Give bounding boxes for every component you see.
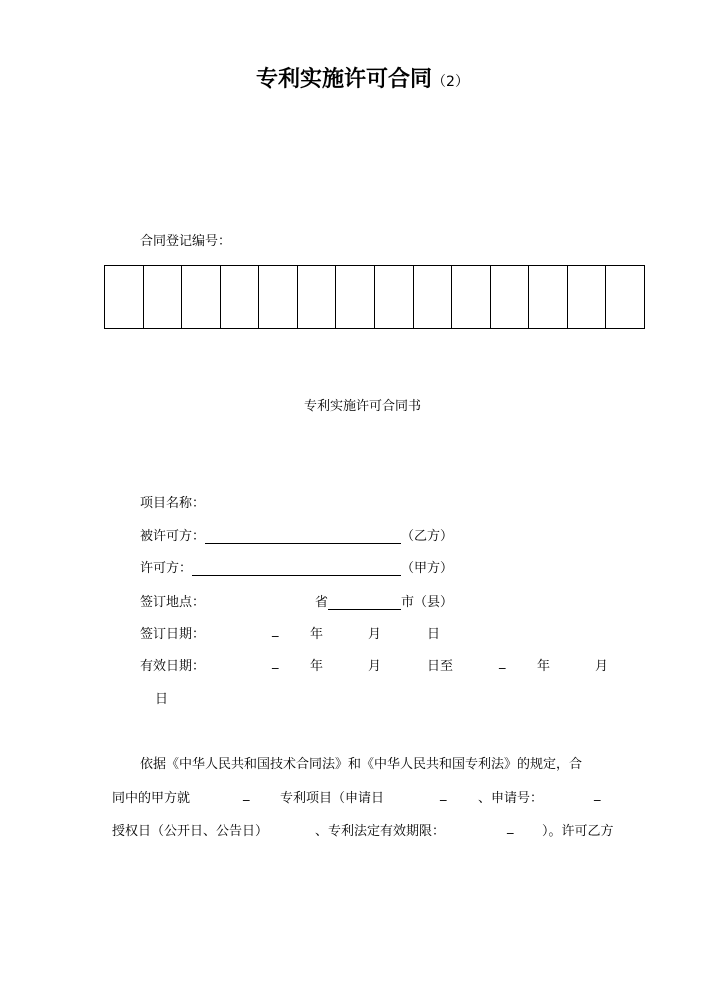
signing-place-row bbox=[315, 591, 453, 610]
signing-date-label: 签订日期： bbox=[140, 627, 206, 642]
body-line-1: 依据《中华人民共和国技术合同法》和《中华人民共和国专利法》的规定，合 bbox=[140, 757, 583, 772]
valid-from-day-to: 日至 bbox=[427, 659, 454, 674]
registration-cell[interactable] bbox=[529, 266, 568, 329]
city-blank[interactable] bbox=[328, 595, 401, 610]
valid-to-day: 日 bbox=[155, 692, 169, 707]
registration-cell[interactable] bbox=[413, 266, 452, 329]
body-line-3-a: 授权日（公开日、公告日） bbox=[112, 824, 269, 839]
registration-cell[interactable] bbox=[259, 266, 298, 329]
registration-cell[interactable] bbox=[606, 266, 645, 329]
valid-to-underscore: _ bbox=[499, 655, 506, 670]
registration-cell[interactable] bbox=[143, 266, 182, 329]
registration-cell[interactable] bbox=[297, 266, 336, 329]
licensor-label: 许可方： bbox=[140, 561, 193, 576]
signing-date-day: 日 bbox=[427, 627, 441, 642]
valid-to-month: 月 bbox=[595, 659, 609, 674]
title-main: 专利实施许可合同 bbox=[256, 67, 433, 92]
registration-cell[interactable] bbox=[220, 266, 259, 329]
body-line-3-b: 、专利法定有效期限： bbox=[315, 824, 446, 839]
valid-from-month: 月 bbox=[368, 659, 382, 674]
province-label: 省 bbox=[315, 595, 329, 610]
registration-cell[interactable] bbox=[336, 266, 375, 329]
document-title bbox=[0, 62, 725, 93]
valid-to-year: 年 bbox=[537, 659, 551, 674]
body-line-2-c: 专利项目（申请日 bbox=[280, 791, 385, 806]
licensee-blank[interactable] bbox=[205, 529, 401, 544]
registration-cell[interactable] bbox=[567, 266, 606, 329]
body-line-3-d: ）。许可乙方 bbox=[542, 824, 614, 839]
valid-from-underscore: _ bbox=[272, 655, 279, 670]
signing-date-year: 年 bbox=[310, 627, 324, 642]
body-line-2-e: 、申请号： bbox=[478, 791, 544, 806]
licensor-suffix: （甲方） bbox=[401, 561, 454, 576]
title-suffix: （2） bbox=[432, 74, 469, 90]
valid-period-label: 有效日期： bbox=[140, 659, 206, 674]
signing-place-label: 签订地点： bbox=[140, 595, 206, 610]
registration-label: 合同登记编号： bbox=[140, 234, 232, 249]
registration-cell[interactable] bbox=[452, 266, 491, 329]
body-line-3-c: _ bbox=[507, 820, 514, 835]
licensee-suffix: （乙方） bbox=[401, 529, 454, 544]
valid-from-year: 年 bbox=[310, 659, 324, 674]
registration-cell[interactable] bbox=[182, 266, 221, 329]
body-line-2-d: _ bbox=[440, 787, 447, 802]
body-line-2-a: 同中的甲方就 bbox=[112, 791, 191, 806]
registration-cell[interactable] bbox=[374, 266, 413, 329]
registration-cell[interactable] bbox=[490, 266, 529, 329]
project-name-label: 项目名称： bbox=[140, 496, 206, 511]
signing-date-underscore: _ bbox=[272, 623, 279, 638]
licensee-label: 被许可方： bbox=[140, 529, 206, 544]
document-subtitle: 专利实施许可合同书 bbox=[303, 399, 421, 414]
body-line-2-f: _ bbox=[594, 787, 601, 802]
body-line-2-b: _ bbox=[243, 787, 250, 802]
city-label: 市（县） bbox=[401, 595, 454, 610]
signing-date-month: 月 bbox=[368, 627, 382, 642]
licensee-row bbox=[140, 525, 453, 544]
licensor-row bbox=[140, 557, 453, 576]
registration-cell[interactable] bbox=[105, 266, 144, 329]
licensor-blank[interactable] bbox=[192, 561, 401, 576]
registration-number-grid bbox=[104, 265, 645, 329]
